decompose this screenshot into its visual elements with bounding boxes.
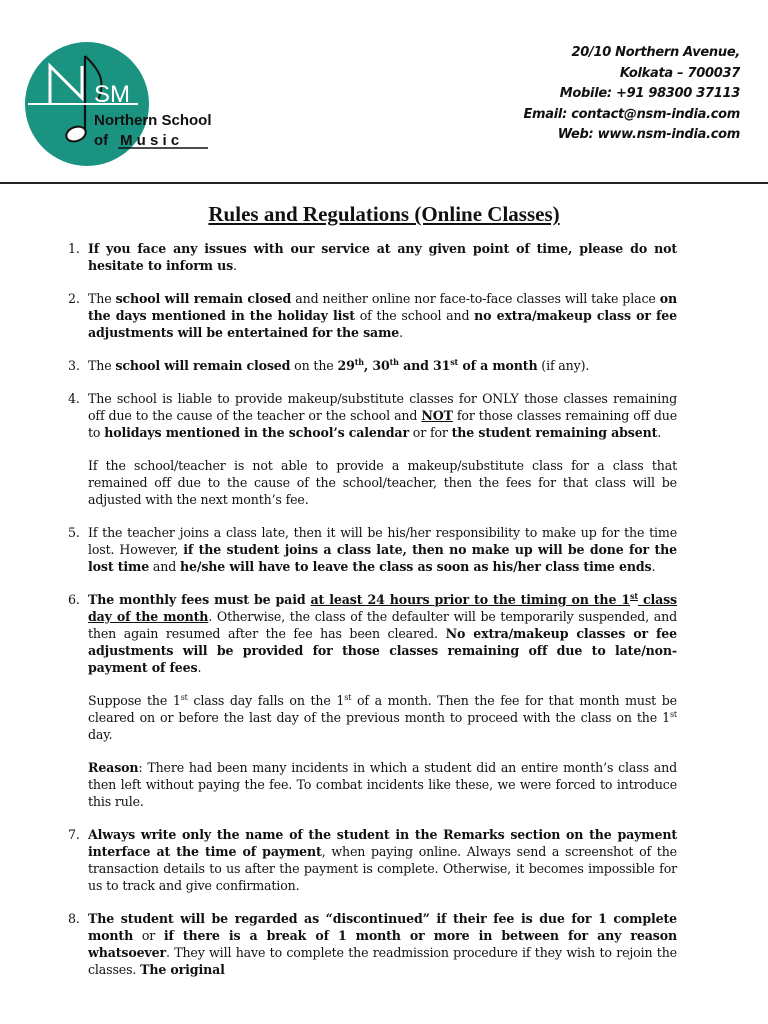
rule-number: 2. <box>68 291 80 306</box>
rule-text: No extra/makeup classes or fee adjustments will be provided for those classes remaining off due to late/non-payment of fees <box>88 626 677 675</box>
rule-text: 29 <box>337 358 355 373</box>
rule-item <box>68 910 677 978</box>
rule-paragraph <box>88 390 677 441</box>
address-block <box>523 43 740 146</box>
rule-text: or <box>133 928 164 943</box>
rule-text: st <box>629 590 638 601</box>
rule-text: on the <box>290 358 338 373</box>
rule-text: st <box>344 692 352 702</box>
rule-paragraph <box>88 692 677 743</box>
rule-text: The <box>88 358 116 373</box>
rule-number: 4. <box>68 391 80 406</box>
rule-text: on the days mentioned in the holiday list <box>88 291 677 323</box>
rule-item <box>68 290 678 341</box>
rule-text: st <box>450 356 459 367</box>
rule-text: st <box>180 692 188 702</box>
rule-text: . Otherwise, the class of the defaulter will be temporarily suspended, and then again resumed after the fee has been cleared. <box>88 609 677 641</box>
rule-text: Reason <box>88 760 139 775</box>
address-email: Email: contact@nsm-india.com <box>523 106 740 122</box>
rule-text: of a month <box>458 358 538 373</box>
rule-text: (if any). <box>537 358 590 373</box>
rule-text: th <box>389 356 399 367</box>
rule-text: . <box>657 425 662 440</box>
address-street: 20/10 Northern Avenue, <box>571 45 740 60</box>
rule-number: 3. <box>68 358 80 373</box>
rule-number: 6. <box>68 592 80 607</box>
logo-name-line2: of <box>94 132 109 149</box>
rule-text: , 30 <box>363 358 390 373</box>
address-city: Kolkata – 700037 <box>619 65 740 81</box>
rule-item <box>68 590 677 810</box>
rule-text: day. <box>88 727 113 742</box>
rule-paragraph <box>88 357 677 374</box>
rule-text: and <box>149 559 181 574</box>
rule-paragraph <box>88 759 677 810</box>
rule-text: The <box>88 291 116 306</box>
rule-paragraph <box>88 240 677 274</box>
rule-number: 5. <box>68 525 80 540</box>
rule-text: The original <box>140 962 225 977</box>
rule-text: : There had been many incidents in which a student did an entire month’s class and then left without paying the fee. To combat incidents like these, we were forced to introduce this rule. <box>88 760 677 809</box>
rule-item <box>68 390 677 508</box>
rule-text: , when paying online. Always send a screenshot of the transaction details to us after the payment is complete. Otherwise, it becomes impossible for us to track and give confirmation. <box>88 844 677 893</box>
page-title: Rules and Regulations (Online Classes) <box>208 202 560 226</box>
rule-item <box>68 240 677 274</box>
rule-text: no extra/makeup class or fee adjustments will be entertained for the same <box>88 308 678 340</box>
rule-text: and 31 <box>398 358 451 373</box>
rule-paragraph <box>88 591 677 676</box>
rule-item <box>68 356 677 374</box>
rule-text: of a month. Then the fee for that month must be cleared on or before the last day of the previous month to proceed with the class on the 1 <box>88 693 677 725</box>
address-mobile: Mobile: +91 98300 37113 <box>559 86 740 101</box>
logo-mark: SM <box>94 81 130 108</box>
rule-number: 8. <box>68 911 80 926</box>
rule-paragraph <box>88 910 677 978</box>
rule-text: if there is a break of 1 month or more in between for any reason whatsoever <box>88 928 677 960</box>
logo-name-music: M u s i c <box>120 132 180 149</box>
rules-list <box>68 240 678 994</box>
rule-text: class day falls on the 1 <box>187 693 345 708</box>
rule-text: school will remain closed <box>115 358 291 373</box>
rule-text: . <box>197 660 202 675</box>
rule-text: th <box>354 356 364 367</box>
rule-text: if the student joins a class late, then no make up will be done for the lost time <box>88 542 677 574</box>
rule-number: 1. <box>68 241 80 256</box>
rule-text: Suppose the 1 <box>88 693 181 708</box>
rule-text: he/she will have to leave the class as soon as his/her class time ends <box>180 559 652 574</box>
rule-text: If the school/teacher is not able to provide a makeup/substitute class for a class that remained off due to the cause of the school/teacher, then the fees for that class will be adjusted with the next month’s fee. <box>88 458 677 507</box>
rule-number: 7. <box>68 827 80 842</box>
rule-text: . <box>399 325 403 340</box>
rule-text: class day of the month <box>88 592 677 624</box>
rule-text: st <box>669 709 677 719</box>
rule-text: or for <box>408 425 452 440</box>
rule-text: Always write only the name of the student in the Remarks section on the payment interface at the time of payment <box>88 827 677 859</box>
rule-text: holidays mentioned in the school’s calendar <box>104 425 409 440</box>
logo-name-line1: Northern School <box>94 112 212 129</box>
rule-paragraph <box>88 457 677 508</box>
rule-text: . <box>651 559 656 574</box>
rule-item <box>68 524 677 575</box>
rule-text: If you face any issues with our service at any given point of time, please do not hesitate to inform us <box>88 241 677 273</box>
rule-text: of the school and <box>354 308 475 323</box>
rule-text: . They will have to complete the readmission procedure if they wish to rejoin the classes. <box>88 945 677 977</box>
header-divider <box>0 182 768 184</box>
rule-paragraph <box>88 290 677 341</box>
rule-text: NOT <box>421 408 453 423</box>
rule-paragraph <box>88 826 677 894</box>
rule-paragraph <box>88 524 677 575</box>
rule-text: . <box>233 258 237 273</box>
nsm-logo <box>20 42 220 167</box>
rule-text: for those classes remaining off due to <box>88 408 677 440</box>
rule-text: The student will be regarded as “discontinued” if their fee is due for 1 complete month <box>88 911 677 943</box>
rule-text: The monthly fees must be paid <box>88 592 311 607</box>
rule-text: school will remain closed <box>115 291 292 306</box>
rule-text: the student remaining absent <box>451 425 658 440</box>
rule-item <box>68 826 677 894</box>
rule-text: If the teacher joins a class late, then it will be his/her responsibility to make up for the time lost. However, <box>88 525 677 557</box>
rule-text: at least 24 hours prior to the timing on the 1 <box>310 592 630 607</box>
address-web: Web: www.nsm-india.com <box>557 127 740 142</box>
rule-text: and neither online nor face-to-face classes will take place <box>291 291 660 306</box>
rule-text: The school is liable to provide makeup/substitute classes for ONLY those classes remaining off due to the cause of the teacher or the school and <box>88 391 677 423</box>
